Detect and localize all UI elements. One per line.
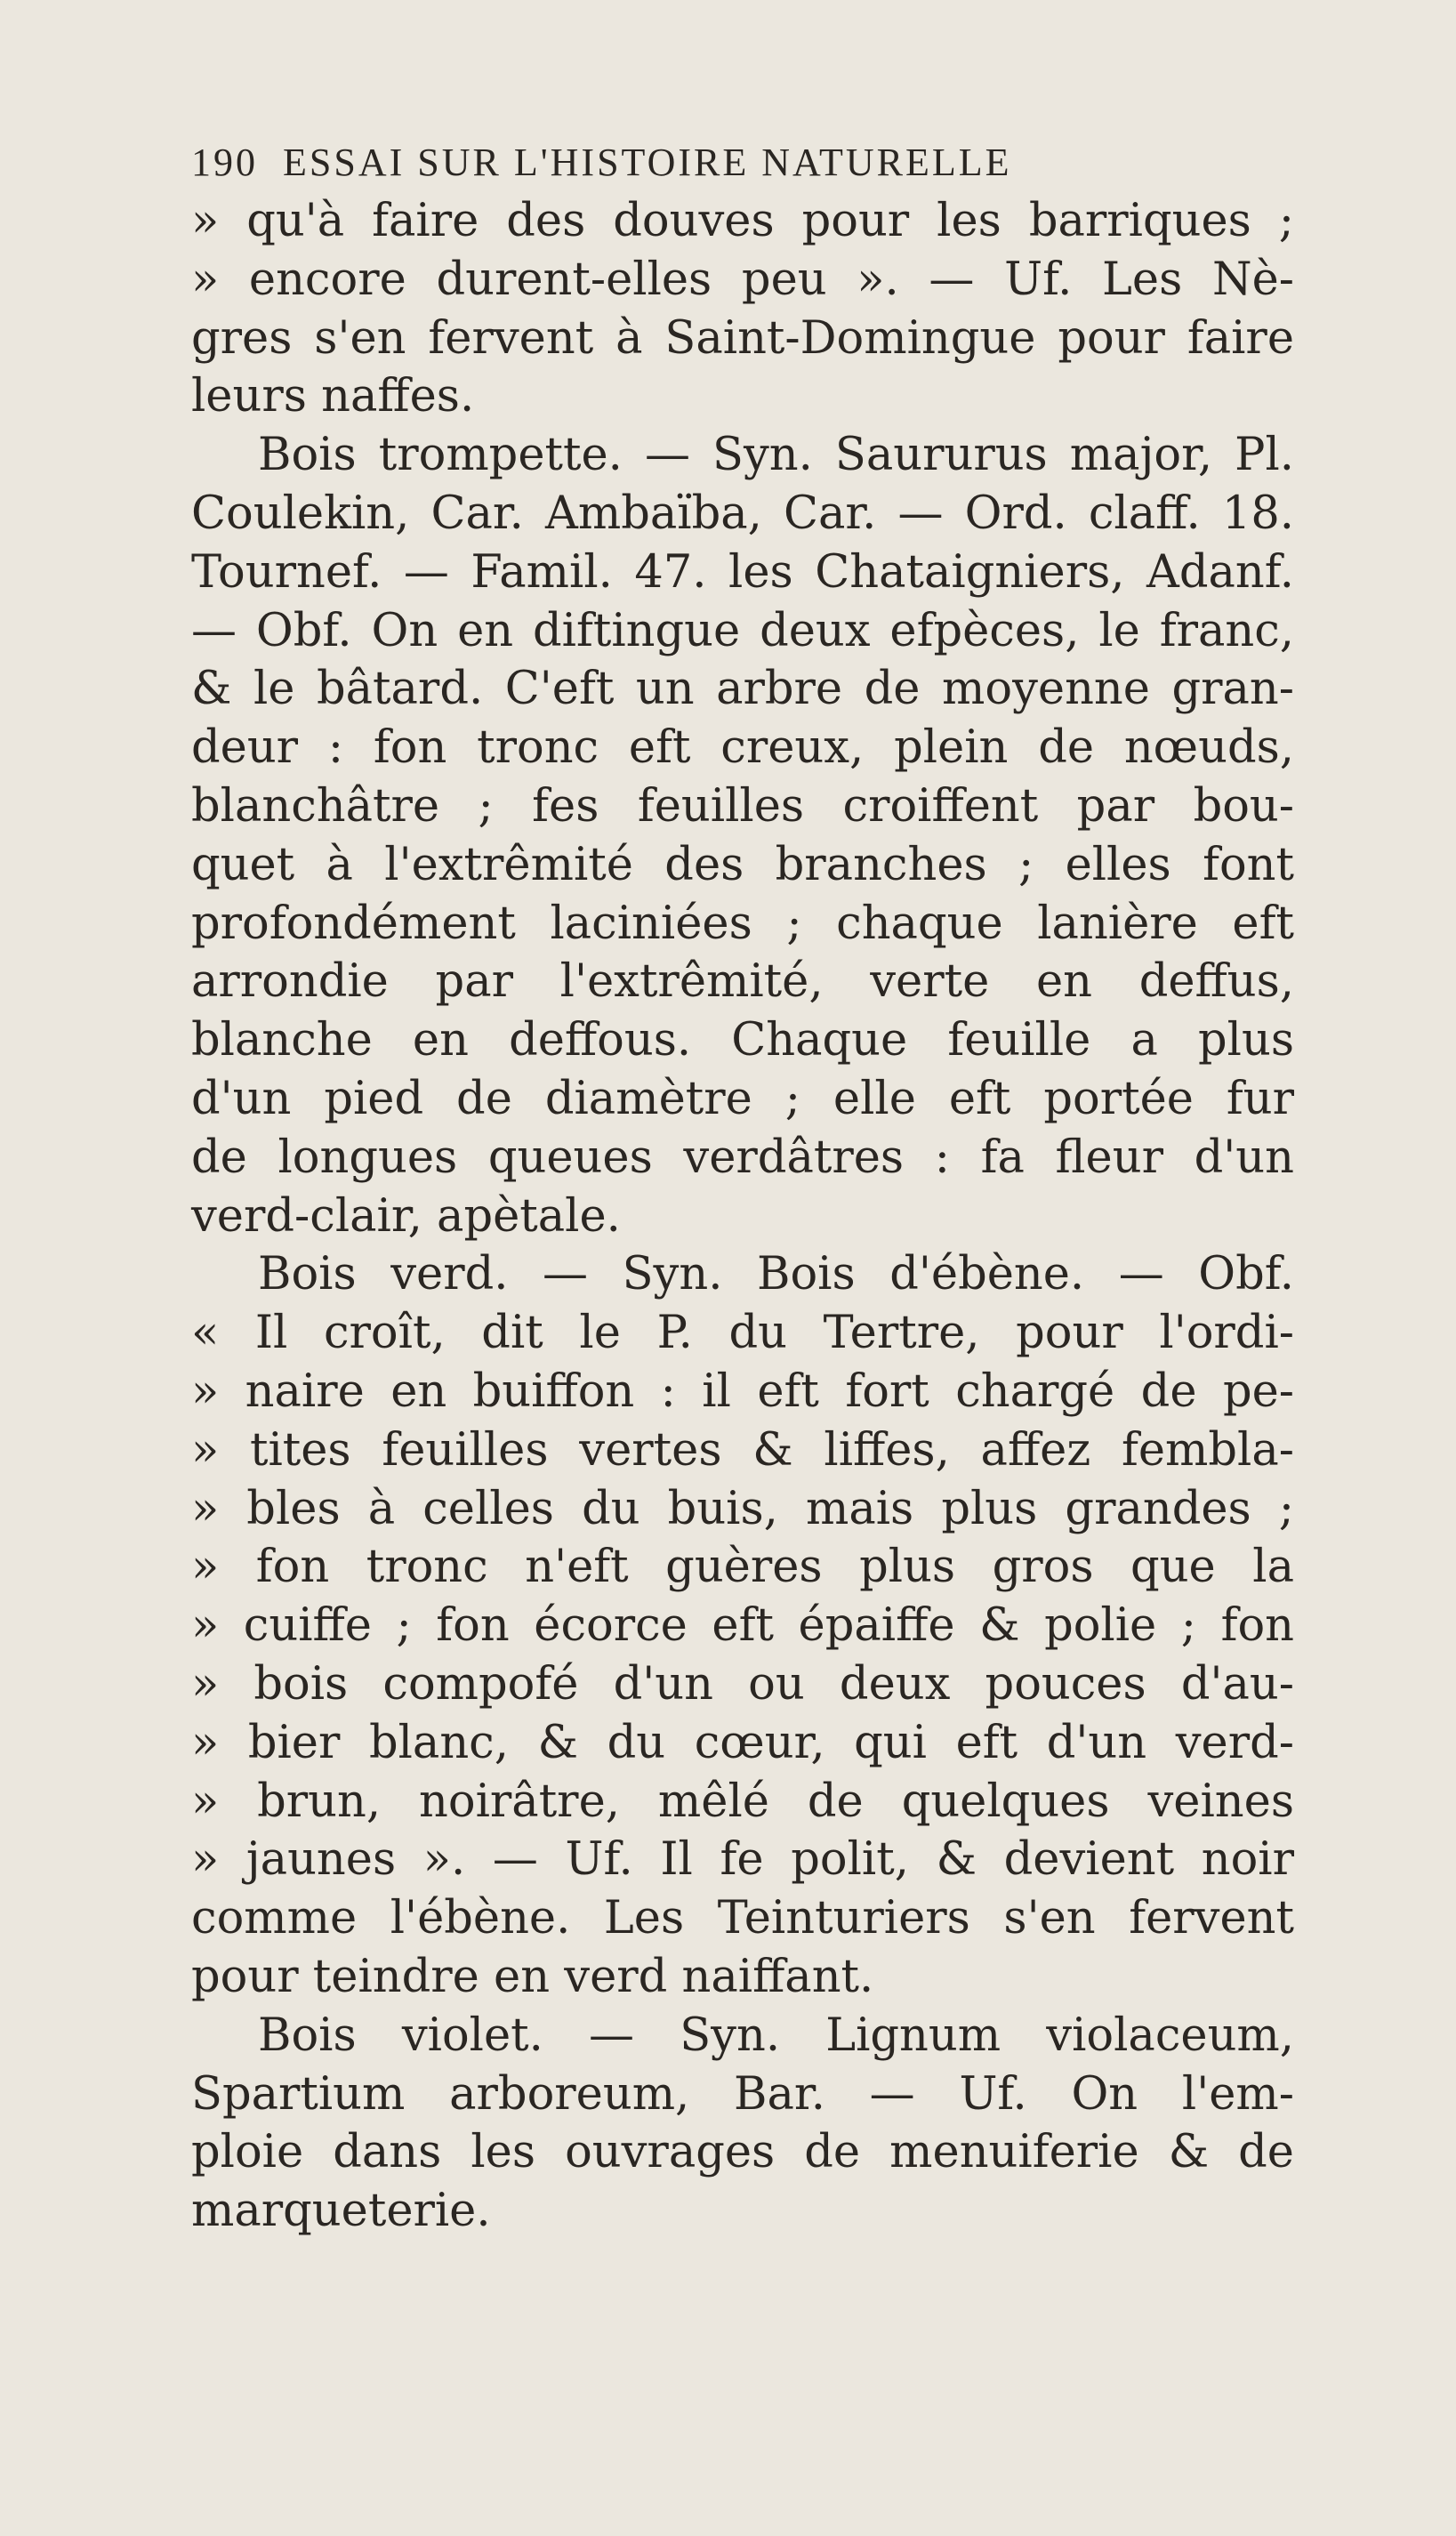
text-line: — Obf. On en diftingue deux efpèces, le franc, [191, 604, 1294, 657]
text-line: blanche en deffous. Chaque feuille a plus [191, 1014, 1294, 1067]
text-line: » encore durent-elles peu ». — Uf. Les Nè- [191, 253, 1294, 306]
text-line: de longues queues verdâtres : fa fleur d'un [191, 1131, 1294, 1184]
text-line: » qu'à faire des douves pour les barriques ; [191, 195, 1294, 247]
text-line: ploie dans les ouvrages de menuiferie & de [191, 2126, 1294, 2179]
text-line: quet à l'extrêmité des branches ; elles font [191, 838, 1294, 891]
text-line: » brun, noirâtre, mêlé de quelques veines [191, 1775, 1294, 1828]
text-line: marqueterie. [191, 2185, 491, 2238]
text-block [191, 133, 1294, 2241]
text-line: Coulekin, Car. Ambaïba, Car. — Ord. claff. 18. [191, 487, 1294, 540]
text-line: » bier blanc, & du cœur, qui eft d'un verd- [191, 1716, 1294, 1769]
text-line: d'un pied de diamètre ; elle eft portée fur [191, 1072, 1294, 1125]
page-number: 190 [191, 141, 258, 184]
running-title: ESSAI SUR L'HISTOIRE NATURELLE [283, 141, 1012, 184]
text-line: » jaunes ». — Uf. Il fe polit, & devient noir [191, 1833, 1294, 1887]
text-line: profondément laciniées ; chaque lanière eft [191, 897, 1294, 950]
text-line: Spartium arboreum, Bar. — Uf. On l'em- [191, 2067, 1294, 2121]
running-header [191, 133, 1294, 192]
text-line: & le bâtard. C'eft un arbre de moyenne gran- [191, 663, 1294, 716]
text-line: » naire en buiffon : il eft fort chargé de pe- [191, 1365, 1294, 1418]
text-line: » cuiffe ; fon écorce eft épaiffe & polie ; fon [191, 1599, 1294, 1653]
text-line: comme l'ébène. Les Teinturiers s'en fervent [191, 1892, 1294, 1945]
text-line: blanchâtre ; fes feuilles croiffent par bou- [191, 779, 1294, 833]
text-line: Tournef. — Famil. 47. les Chataigniers, Adanf. [191, 545, 1294, 599]
text-line: verd-clair, apètale. [191, 1189, 621, 1243]
text-line: deur : fon tronc eft creux, plein de nœuds, [191, 721, 1294, 775]
text-line: » bles à celles du buis, mais plus grandes ; [191, 1482, 1294, 1535]
text-line: « Il croît, dit le P. du Tertre, pour l'ordi- [191, 1307, 1294, 1360]
entry-start-bois-verd: Bois verd. — Syn. Bois d'ébène. — Obf. [258, 1248, 1294, 1301]
text-line: arrondie par l'extrêmité, verte en deffus, [191, 955, 1294, 1009]
entry-start-bois-trompette: Bois trompette. — Syn. Saururus major, Pl. [258, 429, 1294, 482]
text-line: leurs naffes. [191, 370, 475, 423]
text-line: gres s'en fervent à Saint-Domingue pour faire [191, 311, 1294, 365]
text-line: pour teindre en verd naiffant. [191, 1950, 874, 2003]
text-line: » fon tronc n'eft guères plus gros que la [191, 1541, 1294, 1594]
text-line: » tites feuilles vertes & liffes, affez fembla- [191, 1423, 1294, 1477]
entry-start-bois-violet: Bois violet. — Syn. Lignum violaceum, [258, 2009, 1294, 2062]
text-line: » bois compofé d'un ou deux pouces d'au- [191, 1657, 1294, 1711]
